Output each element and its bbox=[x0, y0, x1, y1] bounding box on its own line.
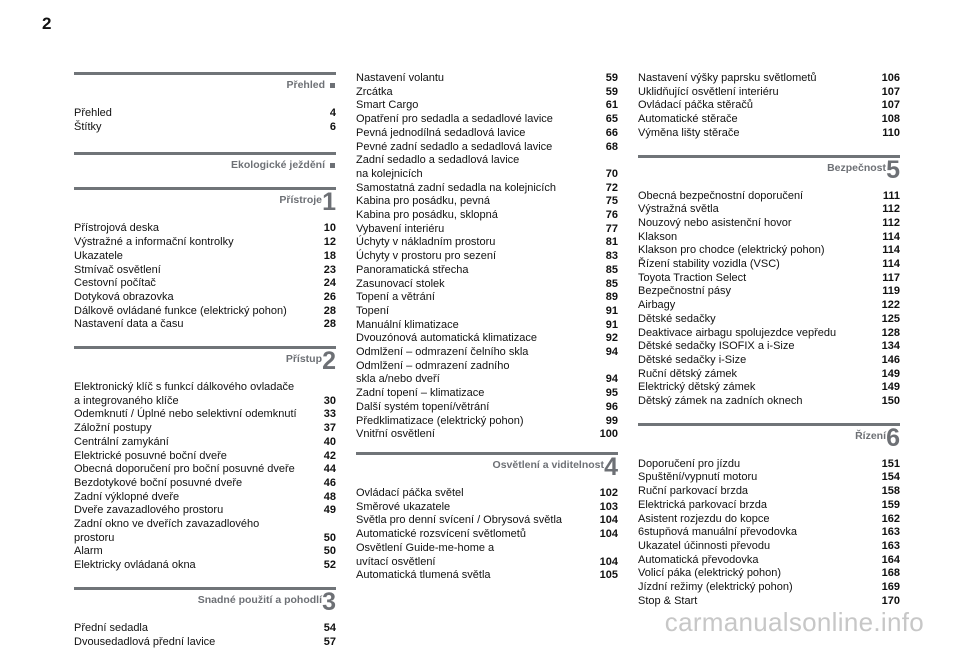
entry-page-number: 81 bbox=[605, 236, 618, 249]
entry-title: Vybavení interiéru bbox=[356, 222, 445, 235]
toc-entry[interactable] bbox=[356, 72, 618, 86]
section-number: 1 bbox=[322, 188, 336, 217]
toc-entry[interactable] bbox=[638, 299, 900, 313]
entry-title: Panoramatická střecha bbox=[356, 263, 469, 276]
section-title: Bezpečnost bbox=[827, 161, 886, 174]
toc-entry[interactable] bbox=[356, 360, 618, 387]
entry-page-number: 100 bbox=[599, 428, 618, 441]
entry-title: Zrcátka bbox=[356, 85, 393, 98]
entry-page-number: 110 bbox=[882, 126, 900, 139]
entry-page-number: 149 bbox=[881, 367, 900, 380]
section-title: Řízení bbox=[855, 429, 886, 442]
toc-section bbox=[74, 346, 336, 573]
toc-entry[interactable] bbox=[638, 471, 900, 485]
entry-title: Automatická převodovka bbox=[638, 553, 759, 566]
entry-page-number: 30 bbox=[323, 394, 336, 407]
entry-title: Dveře zavazadlového prostoru bbox=[74, 504, 224, 517]
toc-entry[interactable] bbox=[74, 622, 336, 636]
entry-page-number: 108 bbox=[881, 113, 900, 126]
entry-page-number: 46 bbox=[323, 476, 336, 489]
toc-entry[interactable] bbox=[638, 285, 900, 299]
entry-title: Stmívač osvětlení bbox=[74, 263, 161, 276]
entry-title: 6stupňová manuální převodovka bbox=[638, 526, 797, 539]
toc-entry[interactable] bbox=[74, 463, 336, 477]
toc-entry[interactable] bbox=[74, 518, 336, 545]
entry-title: Smart Cargo bbox=[356, 99, 419, 112]
toc-entry[interactable] bbox=[356, 428, 618, 442]
section-number: 2 bbox=[322, 347, 336, 376]
entry-title: Cestovní počítač bbox=[74, 277, 156, 290]
entry-page-number: 159 bbox=[881, 498, 900, 511]
entry-title: Bezdotykové boční posuvné dveře bbox=[74, 476, 243, 489]
toc-entry[interactable] bbox=[638, 485, 900, 499]
toc-entry[interactable] bbox=[356, 113, 618, 127]
toc-section bbox=[638, 72, 900, 141]
entry-page-number: 170 bbox=[881, 594, 900, 607]
entry-title: Zadní topení – klimatizace bbox=[356, 387, 485, 400]
entry-title: Ukazatel účinnosti převodu bbox=[638, 539, 771, 552]
entry-title: Odemknutí / Úplné nebo selektivní odemknutí bbox=[74, 408, 297, 421]
entry-title: Zadní okno ve dveřích zavazadlového prostoru bbox=[74, 518, 260, 544]
toc-entry[interactable] bbox=[638, 244, 900, 258]
entry-title: Nastavení data a času bbox=[74, 318, 184, 331]
section-title: Snadné použití a pohodlí bbox=[197, 593, 322, 606]
entry-page-number: 112 bbox=[882, 216, 900, 229]
section-header bbox=[74, 346, 336, 379]
section-header bbox=[74, 152, 336, 185]
entry-page-number: 44 bbox=[323, 463, 336, 476]
entry-title: Kabina pro posádku, sklopná bbox=[356, 209, 498, 222]
toc-entry[interactable] bbox=[638, 381, 900, 395]
toc-entry[interactable] bbox=[74, 318, 336, 332]
toc-entry[interactable] bbox=[638, 554, 900, 568]
toc-entry[interactable] bbox=[638, 72, 900, 86]
toc-entry[interactable] bbox=[356, 528, 618, 542]
toc-section bbox=[74, 187, 336, 332]
entry-title: Klakson pro chodce (elektrický pohon) bbox=[638, 244, 825, 257]
entry-title: Asistent rozjezdu do kopce bbox=[638, 512, 770, 525]
entry-page-number: 28 bbox=[323, 304, 336, 317]
toc-column-2 bbox=[356, 72, 618, 583]
toc-entry[interactable] bbox=[356, 250, 618, 264]
entry-title: Dálkově ovládané funkce (elektrický pohon) bbox=[74, 304, 287, 317]
entry-title: Přehled bbox=[74, 107, 112, 119]
entry-title: Ovládací páčka stěračů bbox=[638, 99, 753, 112]
entry-page-number: 112 bbox=[882, 203, 900, 216]
toc-entry[interactable] bbox=[356, 127, 618, 141]
entry-title: Klakson bbox=[638, 230, 678, 243]
toc-entry[interactable] bbox=[638, 86, 900, 100]
entry-page-number: 89 bbox=[605, 291, 618, 304]
toc-entry[interactable] bbox=[638, 231, 900, 245]
toc-entry[interactable] bbox=[74, 277, 336, 291]
toc-entry[interactable] bbox=[638, 499, 900, 513]
entry-title: Dvousedadlová přední lavice bbox=[74, 635, 216, 648]
entry-page-number: 105 bbox=[599, 569, 618, 582]
entry-title: Záložní postupy bbox=[74, 422, 152, 435]
toc-entry[interactable] bbox=[74, 107, 336, 121]
entry-title: Alarm bbox=[74, 545, 103, 558]
toc-entry[interactable] bbox=[356, 319, 618, 333]
entry-page-number: 57 bbox=[323, 635, 336, 648]
entry-page-number: 134 bbox=[881, 340, 900, 353]
entry-title: Opatření pro sedadla a sedadlové lavice bbox=[356, 113, 553, 126]
toc-entry[interactable] bbox=[356, 278, 618, 292]
entry-title: Ruční parkovací brzda bbox=[638, 485, 749, 498]
toc-entry[interactable] bbox=[356, 86, 618, 100]
entry-title: Dotyková obrazovka bbox=[74, 290, 174, 303]
entry-page-number: 75 bbox=[605, 195, 618, 208]
section-header bbox=[638, 423, 900, 456]
entry-page-number: 70 bbox=[605, 167, 618, 180]
toc-entry[interactable] bbox=[356, 569, 618, 583]
entry-page-number: 91 bbox=[605, 304, 618, 317]
entry-title: Odmlžení – odmrazení čelního skla bbox=[356, 346, 529, 359]
toc-section bbox=[356, 72, 618, 442]
entry-page-number: 68 bbox=[605, 140, 618, 153]
entry-page-number: 96 bbox=[605, 400, 618, 413]
toc-entry[interactable] bbox=[638, 113, 900, 127]
section-number: 5 bbox=[886, 155, 900, 184]
entry-page-number: 150 bbox=[881, 395, 900, 408]
toc-entry[interactable] bbox=[638, 540, 900, 554]
entry-title: Předklimatizace (elektrický pohon) bbox=[356, 414, 524, 427]
toc-entry[interactable] bbox=[638, 354, 900, 368]
entry-page-number: 83 bbox=[605, 250, 618, 263]
entry-title: Elektrická parkovací brzda bbox=[638, 498, 767, 511]
toc-entry[interactable] bbox=[638, 526, 900, 540]
toc-entry[interactable] bbox=[356, 99, 618, 113]
entry-title: Elektrické posuvné boční dveře bbox=[74, 449, 227, 462]
entry-page-number: 26 bbox=[323, 290, 336, 303]
entry-title: Elektrický dětský zámek bbox=[638, 381, 756, 394]
entry-title: Stop & Start bbox=[638, 594, 698, 607]
entry-title: Vnitřní osvětlení bbox=[356, 428, 435, 441]
toc-section bbox=[74, 72, 336, 134]
toc-entry[interactable] bbox=[74, 545, 336, 559]
entry-title: Automatické rozsvícení světlometů bbox=[356, 528, 526, 541]
toc-section bbox=[638, 423, 900, 609]
toc-entry[interactable] bbox=[74, 222, 336, 236]
section-number: 3 bbox=[322, 587, 336, 616]
entry-title: Uklidňující osvětlení interiéru bbox=[638, 85, 779, 98]
entry-page-number: 24 bbox=[323, 277, 336, 290]
entry-page-number: 154 bbox=[881, 471, 900, 484]
entry-title: Jízdní režimy (elektrický pohon) bbox=[638, 581, 793, 594]
entry-title: Doporučení pro jízdu bbox=[638, 457, 741, 470]
entry-page-number: 107 bbox=[881, 85, 900, 98]
toc-entry[interactable] bbox=[356, 487, 618, 501]
toc-entry[interactable] bbox=[638, 190, 900, 204]
page-number: 2 bbox=[42, 14, 52, 33]
entry-page-number: 77 bbox=[605, 222, 618, 235]
entry-page-number: 163 bbox=[881, 526, 900, 539]
entry-title: Dětský zámek na zadních oknech bbox=[638, 395, 803, 408]
toc-entry[interactable] bbox=[356, 401, 618, 415]
entry-page-number: 50 bbox=[323, 545, 336, 558]
entry-page-number: 146 bbox=[881, 353, 900, 366]
entry-title: Dětské sedačky bbox=[638, 312, 716, 325]
entry-page-number: 114 bbox=[882, 230, 900, 243]
toc-entry[interactable] bbox=[356, 542, 618, 569]
toc-entry[interactable] bbox=[74, 422, 336, 436]
toc-entry[interactable] bbox=[356, 514, 618, 528]
entry-title: Centrální zamykání bbox=[74, 435, 169, 448]
entry-title: Dvouzónová automatická klimatizace bbox=[356, 332, 537, 345]
entry-title: Přední sedadla bbox=[74, 621, 148, 634]
entry-title: Úchyty v prostoru pro sezení bbox=[356, 250, 497, 263]
section-title: Přehled bbox=[286, 79, 325, 91]
entry-page-number: 102 bbox=[599, 486, 618, 499]
entry-page-number: 151 bbox=[881, 457, 900, 470]
toc-column-3 bbox=[638, 72, 900, 609]
toc-entry[interactable] bbox=[356, 415, 618, 429]
toc-entry[interactable] bbox=[638, 327, 900, 341]
toc-entry[interactable] bbox=[638, 203, 900, 217]
entry-title: Směrové ukazatele bbox=[356, 500, 451, 513]
entry-page-number: 104 bbox=[599, 555, 618, 568]
entry-title: Zadní výklopné dveře bbox=[74, 490, 180, 503]
entry-title: Automatická tlumená světla bbox=[356, 569, 491, 582]
entry-page-number: 107 bbox=[881, 99, 900, 112]
section-header bbox=[74, 72, 336, 105]
entry-page-number: 52 bbox=[323, 559, 336, 572]
toc-entry[interactable] bbox=[74, 559, 336, 573]
entry-page-number: 99 bbox=[605, 414, 618, 427]
entry-title: Nastavení výšky paprsku světlometů bbox=[638, 72, 817, 84]
entry-title: Zasunovací stolek bbox=[356, 277, 445, 290]
entry-title: Výměna lišty stěrače bbox=[638, 126, 740, 139]
section-title: Osvětlení a viditelnost bbox=[492, 458, 604, 471]
entry-page-number: 49 bbox=[323, 504, 336, 517]
entry-title: Zadní sedadlo a sedadlová lavice na kolejnicích bbox=[356, 154, 520, 180]
entry-title: Toyota Traction Select bbox=[638, 271, 747, 284]
toc-entry[interactable] bbox=[74, 291, 336, 305]
toc-entry[interactable] bbox=[74, 121, 336, 135]
toc-entry[interactable] bbox=[356, 264, 618, 278]
entry-page-number: 91 bbox=[605, 318, 618, 331]
entry-page-number: 40 bbox=[323, 435, 336, 448]
entry-title: Nastavení volantu bbox=[356, 72, 445, 84]
toc-entry[interactable] bbox=[356, 209, 618, 223]
entry-title: Topení bbox=[356, 304, 390, 317]
entry-page-number: 85 bbox=[605, 263, 618, 276]
entry-page-number: 66 bbox=[605, 126, 618, 139]
section-square-marker-icon bbox=[330, 163, 335, 168]
toc-section bbox=[638, 155, 900, 409]
entry-title: Deaktivace airbagu spolujezdce vepředu bbox=[638, 326, 837, 339]
toc-entry[interactable] bbox=[638, 340, 900, 354]
entry-page-number: 117 bbox=[882, 271, 900, 284]
entry-title: Ovládací páčka světel bbox=[356, 486, 464, 499]
section-number: 4 bbox=[604, 452, 618, 481]
entry-page-number: 33 bbox=[323, 408, 336, 421]
toc-entry[interactable] bbox=[74, 436, 336, 450]
entry-title: Dětské sedačky i-Size bbox=[638, 353, 747, 366]
entry-title: Výstražná světla bbox=[638, 203, 719, 216]
entry-page-number: 42 bbox=[323, 449, 336, 462]
toc-entry[interactable] bbox=[356, 501, 618, 515]
toc-entry[interactable] bbox=[356, 387, 618, 401]
entry-page-number: 92 bbox=[605, 332, 618, 345]
entry-page-number: 6 bbox=[329, 120, 336, 133]
entry-page-number: 50 bbox=[323, 531, 336, 544]
entry-title: Obecná bezpečnostní doporučení bbox=[638, 189, 804, 202]
toc-entry[interactable] bbox=[74, 264, 336, 278]
toc-entry[interactable] bbox=[638, 458, 900, 472]
toc-entry[interactable] bbox=[638, 581, 900, 595]
entry-page-number: 94 bbox=[605, 346, 618, 359]
toc-entry[interactable] bbox=[74, 491, 336, 505]
entry-page-number: 114 bbox=[882, 258, 900, 271]
entry-title: Výstražné a informační kontrolky bbox=[74, 236, 234, 249]
toc-entry[interactable] bbox=[638, 368, 900, 382]
toc-entry[interactable] bbox=[638, 258, 900, 272]
toc-entry[interactable] bbox=[356, 305, 618, 319]
toc-entry[interactable] bbox=[638, 217, 900, 231]
entry-page-number: 106 bbox=[881, 72, 900, 84]
entry-page-number: 65 bbox=[605, 113, 618, 126]
entry-title: Manuální klimatizace bbox=[356, 318, 459, 331]
entry-page-number: 95 bbox=[605, 387, 618, 400]
entry-page-number: 111 bbox=[882, 189, 900, 202]
entry-title: Topení a větrání bbox=[356, 291, 435, 304]
toc-entry[interactable] bbox=[356, 141, 618, 155]
section-square-marker-icon bbox=[330, 83, 335, 88]
entry-title: Štítky bbox=[74, 120, 102, 133]
section-header bbox=[74, 587, 336, 620]
entry-title: Elektricky ovládaná okna bbox=[74, 559, 196, 572]
toc-entry[interactable] bbox=[74, 477, 336, 491]
toc-column-1 bbox=[74, 72, 336, 649]
entry-title: Úchyty v nákladním prostoru bbox=[356, 236, 496, 249]
section-title: Ekologické ježdění bbox=[231, 159, 325, 172]
entry-title: Ukazatele bbox=[74, 249, 123, 262]
entry-title: Nouzový nebo asistenční hovor bbox=[638, 216, 792, 229]
toc-entry[interactable] bbox=[356, 154, 618, 181]
toc-entry[interactable] bbox=[74, 305, 336, 319]
entry-title: Samostatná zadní sedadla na kolejnicích bbox=[356, 181, 556, 194]
section-number: 6 bbox=[886, 423, 900, 452]
entry-title: Bezpečnostní pásy bbox=[638, 285, 731, 298]
entry-page-number: 149 bbox=[881, 381, 900, 394]
entry-title: Spuštění/vypnutí motoru bbox=[638, 471, 758, 484]
toc-entry[interactable] bbox=[74, 381, 336, 408]
entry-title: Ruční dětský zámek bbox=[638, 367, 738, 380]
entry-page-number: 4 bbox=[329, 107, 336, 119]
toc-entry[interactable] bbox=[74, 450, 336, 464]
section-header bbox=[74, 187, 336, 220]
toc-entry[interactable] bbox=[74, 504, 336, 518]
entry-page-number: 168 bbox=[881, 567, 900, 580]
entry-title: Automatické stěrače bbox=[638, 113, 738, 126]
toc-entry[interactable] bbox=[356, 346, 618, 360]
toc-entry[interactable] bbox=[638, 272, 900, 286]
entry-title: Osvětlení Guide-me-home a uvítací osvětlení bbox=[356, 541, 495, 568]
section-title: Přístup bbox=[285, 353, 322, 366]
entry-page-number: 59 bbox=[605, 85, 618, 98]
entry-page-number: 128 bbox=[881, 326, 900, 339]
entry-title: Další systém topení/větrání bbox=[356, 400, 490, 413]
toc-entry[interactable] bbox=[356, 291, 618, 305]
entry-page-number: 158 bbox=[881, 485, 900, 498]
entry-title: Airbagy bbox=[638, 299, 676, 312]
entry-page-number: 12 bbox=[323, 236, 336, 249]
entry-page-number: 23 bbox=[323, 263, 336, 276]
section-header bbox=[356, 452, 618, 485]
entry-page-number: 169 bbox=[881, 581, 900, 594]
entry-page-number: 125 bbox=[881, 312, 900, 325]
entry-page-number: 72 bbox=[605, 181, 618, 194]
watermark: carmanualsonline.info bbox=[664, 607, 924, 637]
toc-entry[interactable] bbox=[74, 408, 336, 422]
toc-entry[interactable] bbox=[638, 513, 900, 527]
entry-page-number: 76 bbox=[605, 209, 618, 222]
entry-page-number: 28 bbox=[323, 318, 336, 331]
entry-title: Odmlžení – odmrazení zadního skla a/nebo dveří bbox=[356, 359, 510, 386]
entry-title: Pevná jednodílná sedadlová lavice bbox=[356, 126, 526, 139]
toc-entry[interactable] bbox=[356, 182, 618, 196]
toc-entry[interactable] bbox=[74, 250, 336, 264]
entry-title: Světla pro denní svícení / Obrysová světla bbox=[356, 514, 563, 527]
section-header bbox=[638, 155, 900, 188]
entry-page-number: 94 bbox=[605, 373, 618, 386]
entry-title: Obecná doporučení pro boční posuvné dveře bbox=[74, 463, 295, 476]
toc-entry[interactable] bbox=[638, 127, 900, 141]
entry-page-number: 103 bbox=[599, 500, 618, 513]
entry-title: Kabina pro posádku, pevná bbox=[356, 195, 490, 208]
entry-title: Volicí páka (elektrický pohon) bbox=[638, 567, 782, 580]
entry-page-number: 163 bbox=[881, 539, 900, 552]
toc-entry[interactable] bbox=[638, 313, 900, 327]
entry-page-number: 162 bbox=[881, 512, 900, 525]
toc-entry[interactable] bbox=[638, 99, 900, 113]
toc-entry[interactable] bbox=[356, 223, 618, 237]
toc-entry[interactable] bbox=[74, 236, 336, 250]
entry-page-number: 10 bbox=[323, 222, 336, 235]
entry-page-number: 104 bbox=[599, 528, 618, 541]
entry-page-number: 54 bbox=[323, 621, 336, 634]
entry-page-number: 122 bbox=[881, 299, 900, 312]
toc-section bbox=[74, 152, 336, 185]
entry-title: Řízení stability vozidla (VSC) bbox=[638, 258, 780, 271]
toc-entry[interactable] bbox=[638, 567, 900, 581]
entry-page-number: 61 bbox=[605, 99, 618, 112]
entry-page-number: 119 bbox=[882, 285, 900, 298]
entry-page-number: 18 bbox=[323, 249, 336, 262]
toc-entry[interactable] bbox=[356, 236, 618, 250]
entry-title: Přístrojová deska bbox=[74, 222, 159, 235]
entry-page-number: 104 bbox=[599, 514, 618, 527]
toc-entry[interactable] bbox=[356, 195, 618, 209]
entry-page-number: 114 bbox=[882, 244, 900, 257]
toc-section bbox=[356, 452, 618, 583]
toc-entry[interactable] bbox=[638, 395, 900, 409]
toc-entry[interactable] bbox=[356, 332, 618, 346]
entry-page-number: 37 bbox=[323, 422, 336, 435]
toc-entry[interactable] bbox=[74, 636, 336, 649]
entry-page-number: 59 bbox=[605, 72, 618, 84]
entry-page-number: 164 bbox=[881, 553, 900, 566]
entry-title: Dětské sedačky ISOFIX a i-Size bbox=[638, 340, 795, 353]
entry-page-number: 48 bbox=[323, 490, 336, 503]
entry-title: Elektronický klíč s funkcí dálkového ovladače a integrovaného klíče bbox=[74, 381, 295, 407]
section-title: Přístroje bbox=[279, 194, 322, 207]
entry-title: Pevné zadní sedadlo a sedadlová lavice bbox=[356, 140, 553, 153]
entry-page-number: 85 bbox=[605, 277, 618, 290]
